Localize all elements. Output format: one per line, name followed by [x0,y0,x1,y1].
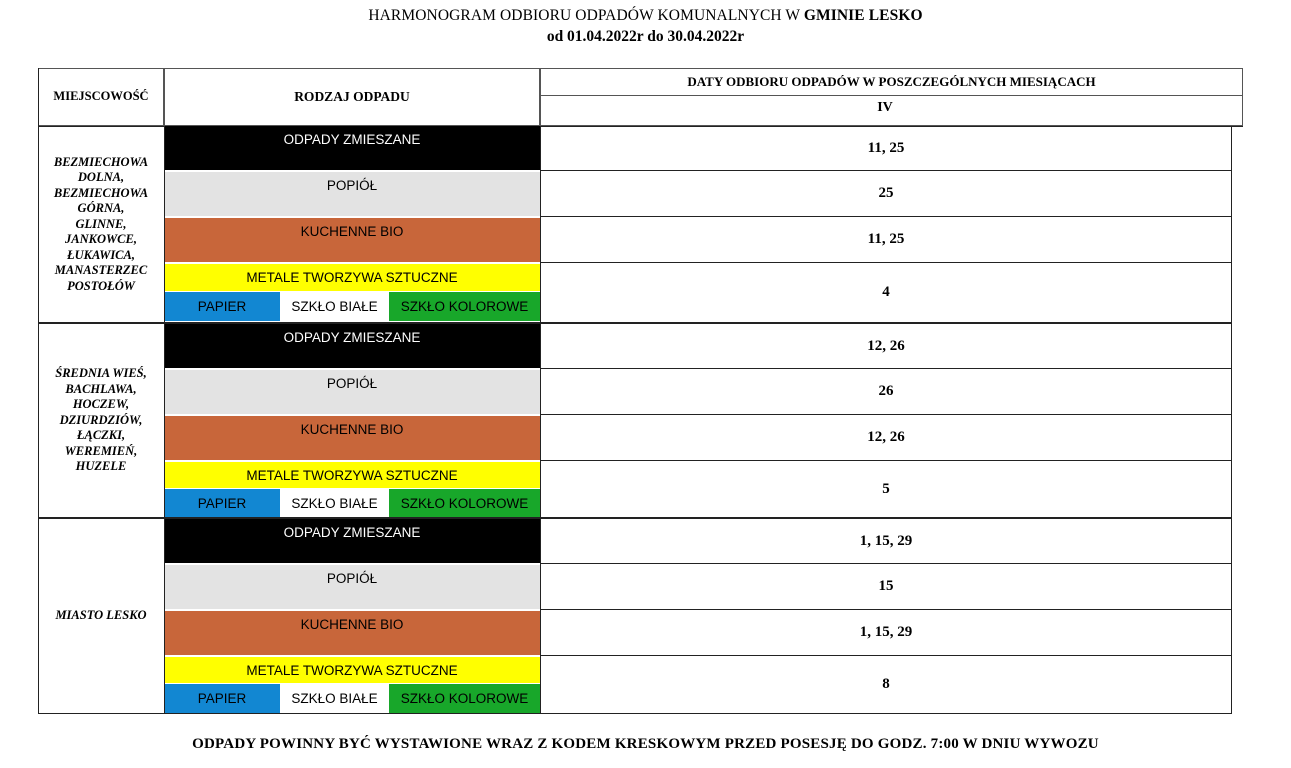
waste-glass-white: SZKŁO BIAŁE [281,489,388,517]
waste-bio: KUCHENNE BIO [164,218,540,262]
dates-ash: 26 [878,383,894,399]
waste-bio: KUCHENNE BIO [164,611,540,655]
waste-metal-plastic: METALE TWORZYWA SZTUCZNE [164,657,540,683]
dates-bio: 11, 25 [867,231,905,247]
dates-ash: 25 [878,185,894,201]
title-bold: GMINIE LESKO [803,7,923,24]
waste-glass-white: SZKŁO BIAŁE [281,292,388,321]
group-1-left-line [38,126,39,322]
waste-mixed: ODPADY ZMIESZANE [164,126,540,170]
waste-paper: PAPIER [164,489,280,517]
group-2-towns: ŚREDNIA WIEŚ, BACHLAWA, HOCZEW, DZIURDZIÓW, ŁĄCZKI, WEREMIEŃ, HUZELE [55,366,147,474]
page-subtitle: od 01.04.2022r do 30.04.2022r [546,28,745,45]
column-header-waste-type: RODZAJ ODPADU [294,89,410,104]
dates-ash: 15 [878,578,894,594]
waste-mixed: ODPADY ZMIESZANE [164,324,540,368]
waste-glass-white: SZKŁO BIAŁE [281,684,388,713]
dates-mixed: 12, 26 [867,337,905,354]
waste-glass-colored: SZKŁO KOLOROWE [389,684,540,713]
footer-notice: ODPADY POWINNY BYĆ WYSTAWIONE WRAZ Z KODEM KRESKOWYM PRZED POSESJĘ DO GODZ. 7:00 W DNIU WYWOZU [192,736,1099,752]
page-title [0,6,1291,25]
column-header-month: IV [877,100,893,115]
table-bottom-border [38,713,1232,714]
waste-paper: PAPIER [164,292,280,321]
dates-recycling: 4 [882,284,890,300]
waste-ash: POPIÓŁ [164,172,540,216]
table-right-border [1231,126,1232,714]
group-2-col-line [164,324,165,517]
dates-recycling: 5 [882,480,890,497]
dates-mixed: 1, 15, 29 [859,532,913,549]
group-3-col-line [164,519,165,713]
waste-glass-colored: SZKŁO KOLOROWE [389,292,540,321]
column-header-locality: MIEJSCOWOŚĆ [53,89,149,103]
dates-bio: 1, 15, 29 [859,624,913,640]
waste-mixed: ODPADY ZMIESZANE [164,519,540,563]
group-1-col-line [164,126,165,322]
column-header-dates: DATY ODBIORU ODPADÓW W POSZCZEGÓLNYCH MIESIĄCACH [687,74,1096,89]
dates-recycling: 8 [882,676,890,692]
waste-paper: PAPIER [164,684,280,713]
waste-bio: KUCHENNE BIO [164,416,540,460]
waste-ash: POPIÓŁ [164,370,540,414]
group-1-towns: BEZMIECHOWA DOLNA, BEZMIECHOWA GÓRNA, GLINNE, JANKOWCE, ŁUKAWICA, MANASTERZEC POSTOŁÓW [53,154,149,293]
waste-metal-plastic: METALE TWORZYWA SZTUCZNE [164,462,540,488]
title-plain: HARMONOGRAM ODBIORU ODPADÓW KOMUNALNYCH W [368,7,804,24]
waste-ash: POPIÓŁ [164,565,540,609]
waste-glass-colored: SZKŁO KOLOROWE [389,489,540,517]
group-3-towns: MIASTO LESKO [55,608,147,623]
dates-bio: 12, 26 [867,429,905,445]
waste-metal-plastic: METALE TWORZYWA SZTUCZNE [164,264,540,291]
dates-mixed: 11, 25 [867,140,905,156]
